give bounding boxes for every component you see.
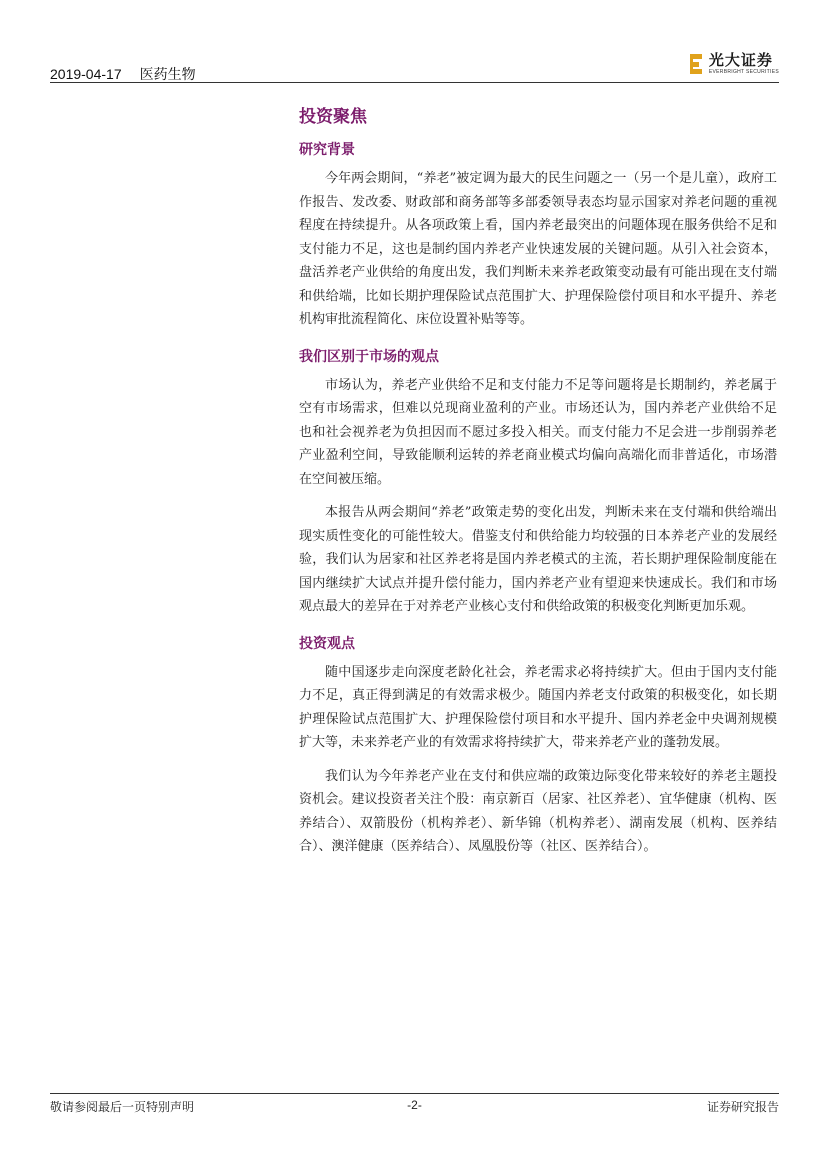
page-number: -2- [407,1098,422,1112]
report-date: 2019-04-17 [50,66,122,82]
paragraph: 随中国逐步走向深度老龄化社会，养老需求必将持续扩大。但由于国内支付能力不足，真正得到满足的有效需求极少。随国内养老支付政策的积极变化，如长期护理保险试点范围扩大、护理保险偿付项目和水平提升、国内养老金中央调剂规模扩大等，未来养老产业的有效需求将持续扩大，带来养老产业的蓬勃发展。 [299,664,777,750]
header-divider [50,82,779,83]
section-heading: 我们区别于市场的观点 [299,348,439,365]
footer-divider [50,1093,779,1094]
header-meta [50,64,196,84]
page-header [50,48,779,84]
main-content [299,102,777,869]
report-type: 证券研究报告 [706,1100,779,1114]
page-footer [50,1098,779,1114]
disclaimer-note: 敬请参阅最后一页特别声明 [50,1100,195,1114]
paragraph: 今年两会期间，“养老”被定调为最大的民生问题之一（另一个是儿童），政府工作报告、发改委、财政部和商务部等多部委领导表态均显示国家对养老问题的重视程度在持续提升。从各项政策上看，国内养老最突出的问题体现在服务供给不足和支付能力不足，这也是制约国内养老产业快速发展的关键问题。从引入社会资本，盘活养老产业供给的角度出发，我们判断未来养老政策变动最有可能出现在支付端和供给端，比如长期护理保险试点范围扩大、护理保险偿付项目和水平提升、养老机构审批流程简化、床位设置补贴等等。 [299,171,777,327]
section-differing-view [299,346,777,619]
section-heading: 投资观点 [299,635,355,652]
paragraph: 本报告从两会期间“养老”政策走势的变化出发，判断未来在支付端和供给端出现实质性变化的可能性较大。借鉴支付和供给能力均较强的日本养老产业的发展经验，我们认为居家和社区养老将是国内养老模式的主流，若长期护理保险制度能在国内继续扩大试点并提升偿付能力，国内养老产业有望迎来快速成长。我们和市场观点最大的差异在于对养老产业核心支付和供给政策的积极变化判断更加乐观。 [299,505,777,614]
logo-name-cn: 光大证券 [708,51,773,69]
company-logo [690,52,779,76]
sector-label: 医药生物 [139,66,196,82]
logo-mark-icon [690,52,704,76]
page-title: 投资聚焦 [299,107,367,127]
section-research-background [299,139,777,332]
logo-name-en: EVERBRIGHT SECURITIES [708,69,779,75]
paragraph: 我们认为今年养老产业在支付和供应端的政策边际变化带来较好的养老主题投资机会。建议投资者关注个股：南京新百（居家、社区养老）、宜华健康（机构、医养结合）、双箭股份（机构养老）、新华锦（机构养老）、湖南发展（机构、医养结合）、澳洋健康（医养结合）、凤凰股份等（社区、医养结合）。 [299,768,777,854]
section-heading: 研究背景 [299,142,355,158]
section-investment-view [299,633,777,859]
paragraph: 市场认为，养老产业供给不足和支付能力不足等问题将是长期制约，养老属于空有市场需求，但难以兑现商业盈利的产业。市场还认为，国内养老产业供给不足也和社会视养老为负担因而不愿过多投入相关。而支付能力不足会进一步削弱养老产业盈利空间，导致能顺利运转的养老商业模式均偏向高端化而非普适化，市场潜在空间被压缩。 [299,377,777,487]
